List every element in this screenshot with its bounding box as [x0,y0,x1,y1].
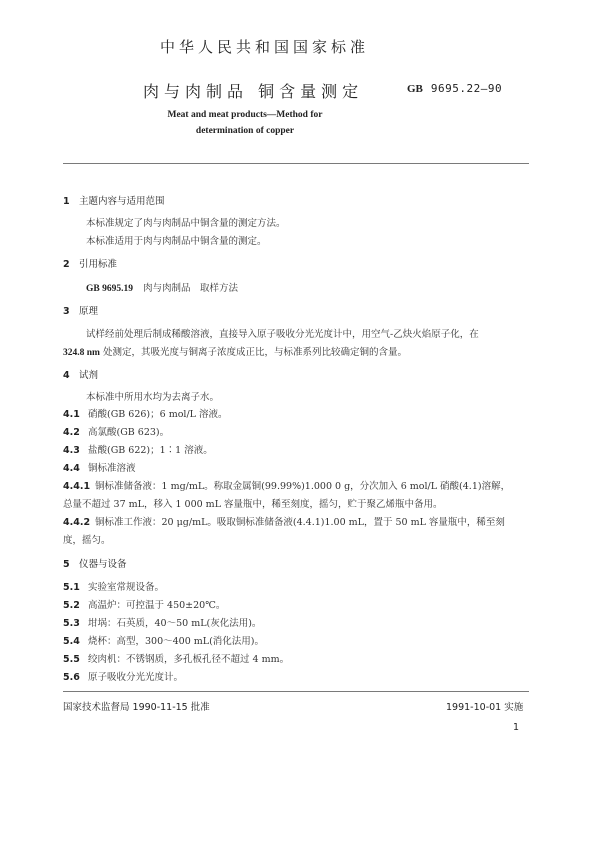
implementation-date: 1991-10-01 实施 [446,702,524,713]
equipment-item: 5.4 烧杯：高型，300～400 mL(消化法用)。 [63,636,265,647]
reagent-item-continuation: 度，摇匀。 [63,535,111,546]
equipment-item: 5.2 高温炉：可控温于 450±20℃。 [63,600,226,611]
reagent-item: 4.4.1 铜标准储备液：1 mg/mL。称取金属铜(99.99%)1.000 0 g，分次加入 6 mol/L 硝酸(4.1)溶解， [63,481,511,492]
equipment-item: 5.3 坩埚：石英质，40～50 mL(灰化法用)。 [63,618,262,629]
page-number: 1 [513,722,520,733]
section-heading-3: 3 原理 [63,306,99,317]
document-title: 肉与肉制品 铜含量测定 [143,82,364,101]
equipment-item: 5.6 原子吸收分光光度计。 [63,672,184,683]
reagent-item: 4.3 盐酸(GB 622)；1∶1 溶液。 [63,445,213,456]
reagent-item: 4.4 铜标准溶液 [63,463,136,474]
section-1-paragraph: 本标准规定了肉与肉制品中铜含量的测定方法。 [86,218,286,229]
equipment-item: 5.1 实验室常规设备。 [63,582,165,593]
english-title-line1: Meat and meat products—Method for [167,110,323,120]
standard-number [407,82,502,95]
header-divider [63,163,529,164]
national-standard-label: 中华人民共和国国家标准 [160,38,370,56]
section-heading-2: 2 引用标准 [63,259,118,270]
reagent-item: 4.4.2 铜标准工作液：20 μg/mL。吸取铜标准储备液(4.4.1)1.00 mL，置于 50 mL 容量瓶中，稀至刻 [63,517,505,528]
reference-code: GB 9695.19 [86,284,133,294]
section-heading-5: 5 仪器与设备 [63,559,127,570]
reference-item [86,280,238,294]
reference-title: 肉与肉制品 取样方法 [142,283,238,294]
english-title-line2: determination of copper [195,126,295,136]
reagent-item: 4.1 硝酸(GB 626)；6 mol/L 溶液。 [63,409,228,420]
standard-prefix: GB [407,83,423,95]
footer-divider [63,691,529,692]
reagent-item: 4.2 高氯酸(GB 623)。 [63,427,170,438]
reagent-item-continuation: 总量不超过 37 mL，移入 1 000 mL 容量瓶中，稀至刻度，摇匀，贮于聚乙烯瓶中备用。 [63,499,443,510]
section-4-intro: 本标准中所用水均为去离子水。 [86,392,220,403]
approval-date: 国家技术监督局 1990-11-15 批准 [63,702,210,713]
section-3-paragraph: 试样经前处理后制成稀酸溶液，直接导入原子吸收分光光度计中，用空气-乙炔火焰原子化，在 [86,329,479,340]
section-heading-4: 4 试剂 [63,370,99,381]
section-heading-1: 1 主题内容与适用范围 [63,196,165,207]
section-3-paragraph-cont: 324.8 nm 处测定，其吸光度与铜离子浓度成正比，与标准系列比较确定铜的含量。 [63,347,407,358]
section-1-paragraph: 本标准适用于肉与肉制品中铜含量的测定。 [86,236,267,247]
standard-code: 9695.22—90 [430,82,503,95]
equipment-item: 5.5 绞肉机：不锈钢质，多孔板孔径不超过 4 mm。 [63,654,290,665]
